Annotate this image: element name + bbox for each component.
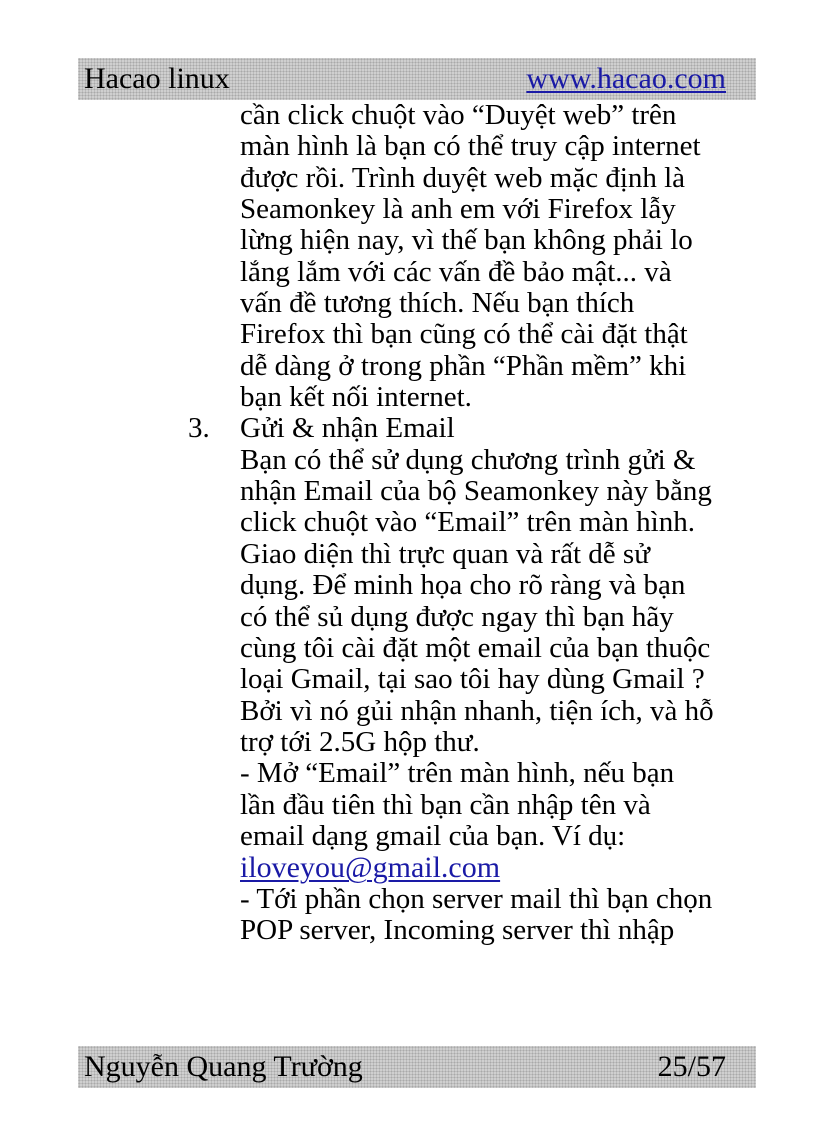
text-line: POP server, Incoming server thì nhập xyxy=(240,913,675,946)
email-example-link[interactable]: iloveyou@gmail.com xyxy=(240,851,501,885)
header-title: Hacao linux xyxy=(84,62,230,95)
list-item-number: 3. xyxy=(188,412,210,445)
page-header xyxy=(78,58,756,100)
text-line: bạn kết nối internet. xyxy=(240,381,472,414)
text-line: Bạn có thể sử dụng chương trình gửi & xyxy=(240,443,696,476)
list-item-title: Gửi & nhận Email xyxy=(240,412,455,445)
footer-author: Nguyễn Quang Trường xyxy=(84,1050,363,1083)
text-line: dụng. Để minh họa cho rõ ràng và bạn xyxy=(240,569,686,602)
text-line: nhận Email của bộ Seamonkey này bằng xyxy=(240,475,712,508)
text-line: Bởi vì nó gủi nhận nhanh, tiện ích, và hỗ xyxy=(240,694,714,727)
text-line: màn hình là bạn có thể truy cập internet xyxy=(240,130,701,163)
text-line: Giao diện thì trực quan và rất dễ sử xyxy=(240,537,650,570)
page-footer xyxy=(78,1046,756,1088)
text-line: - Mở “Email” trên màn hình, nếu bạn xyxy=(240,757,675,790)
page-number: 25/57 xyxy=(657,1050,726,1083)
text-line: loại Gmail, tại sao tôi hay dùng Gmail ? xyxy=(240,663,705,696)
header-website-link[interactable]: www.hacao.com xyxy=(526,62,726,95)
list-item-3 xyxy=(0,413,816,444)
text-line: - Tới phần chọn server mail thì bạn chọn xyxy=(240,882,713,915)
text-line: lừng hiện nay, vì thế bạn không phải lo xyxy=(240,224,693,257)
text-line: vấn đề tương thích. Nếu bạn thích xyxy=(240,287,635,320)
email-line xyxy=(0,852,816,883)
text-line: email dạng gmail của bạn. Ví dụ: xyxy=(240,819,626,852)
text-line: lắng lắm với các vấn đề bảo mật... và xyxy=(240,255,672,288)
text-line: lần đầu tiên thì bạn cần nhập tên và xyxy=(240,788,651,821)
text-line: click chuột vào “Email” trên màn hình. xyxy=(240,506,695,539)
text-line: được rồi. Trình duyệt web mặc định là xyxy=(240,161,686,194)
text-line: cùng tôi cài đặt một email của bạn thuộc xyxy=(240,631,711,664)
text-line: có thể sủ dụng được ngay thì bạn hãy xyxy=(240,600,674,633)
page-body xyxy=(0,100,816,946)
text-line: dễ dàng ở trong phần “Phần mềm” khi xyxy=(240,349,687,382)
text-line: Firefox thì bạn cũng có thể cài đặt thật xyxy=(240,318,688,351)
text-line: trợ tới 2.5G hộp thư. xyxy=(240,725,480,758)
text-line: Seamonkey là anh em với Firefox lẫy xyxy=(240,193,676,226)
text-line: cần click chuột vào “Duyệt web” trên xyxy=(240,99,677,131)
